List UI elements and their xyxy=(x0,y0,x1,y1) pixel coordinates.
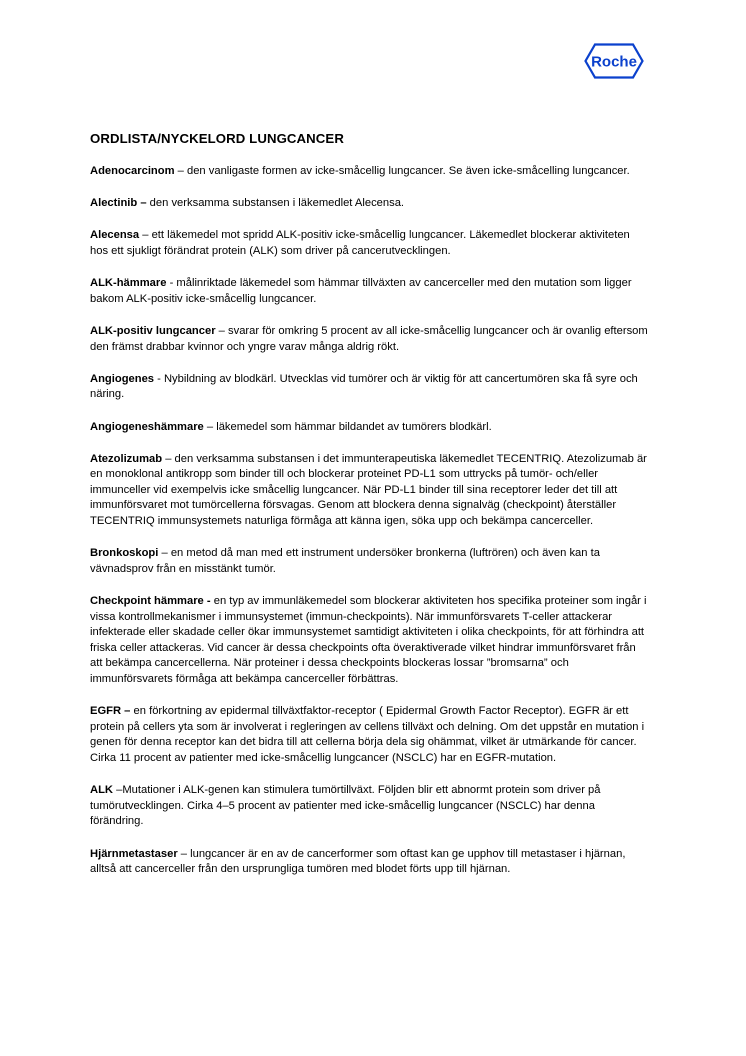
glossary-entry xyxy=(90,324,650,355)
glossary-definition: en typ av immunläkemedel som blockerar aktiviteten hos specifika proteiner som ingår i vissa kontrollmekanismer i immunsystemet (immun-checkpoints). När immunförsvarets T-celler attackerar infekterade eller skadade celler ökar immunsystemet samtidigt aktiviteten i olika checkpoints, för att förhindra att friska celler attackeras. Vid cancer är dessa checkpoints ofta överaktiverade vilket hindrar immunförsvaret från att bekämpa cancercellerna. När proteiner i dessa checkpoints blockeras lossar ”bromsarna” och immunförsvarets förmåga att bekämpa cancerceller förbättras. xyxy=(90,595,647,685)
glossary-definition: – den verksamma substansen i det immunterapeutiska läkemedlet TECENTRIQ. Atezolizumab är en monoklonal antikropp som binder till och blockerar proteinet PD-L1 som uttrycks på tumör- och/eller immunceller vid exempelvis icke småcellig lungcancer. När PD-L1 binder till sina receptorer leder det till att immunförsvaret mot tumörcellerna försvagas. Genom att blockera denna signalväg (checkpoint) återställer TECENTRIQ immunsystemets naturliga förmåga att känna igen, söka upp och bekämpa cancerceller. xyxy=(90,452,647,528)
glossary-term: Atezolizumab xyxy=(90,452,163,465)
glossary-entry xyxy=(90,420,650,436)
glossary-definition: –Mutationer i ALK-genen kan stimulera tumörtillväxt. Följden blir ett abnormt protein som driver på tumörutvecklingen. Cirka 4–5 procent av patienter med icke-småcellig lungcancer (NSCLC) har denna förändring. xyxy=(90,784,601,828)
glossary-definition: – den vanligaste formen av icke-småcellig lungcancer. Se även icke-småcelling lungcancer. xyxy=(174,165,630,177)
glossary-definition: - Nybildning av blodkärl. Utvecklas vid tumörer och är viktig för att cancertumören ska få syre och näring. xyxy=(90,372,638,401)
glossary-entry xyxy=(90,164,650,180)
glossary-entry xyxy=(90,372,650,403)
glossary-entry xyxy=(90,546,650,577)
glossary-term: Adenocarcinom xyxy=(90,165,175,177)
glossary-entry xyxy=(90,783,650,830)
glossary-term: EGFR – xyxy=(90,705,131,718)
glossary-entry xyxy=(90,704,650,766)
glossary-entry xyxy=(90,594,650,688)
glossary-list xyxy=(90,164,650,878)
glossary-entry xyxy=(90,196,650,212)
roche-logo-hexagon xyxy=(584,43,644,79)
roche-logo-text: Roche xyxy=(591,53,637,71)
glossary-term: Angiogenes xyxy=(90,372,155,385)
glossary-term: ALK xyxy=(90,784,113,797)
glossary-term: Angiogeneshämmare xyxy=(90,420,204,433)
glossary xyxy=(90,131,650,894)
glossary-definition: – läkemedel som hämmar bildandet av tumörers blodkärl. xyxy=(203,420,492,433)
glossary-definition: - målinriktade läkemedel som hämmar tillväxten av cancerceller med den mutation som ligger bakom ALK-positiv icke-småcellig lungcancer. xyxy=(90,277,632,305)
glossary-term: Alecensa xyxy=(90,229,140,242)
glossary-definition: – ett läkemedel mot spridd ALK-positiv icke-småcellig lungcancer. Läkemedlet blockerar aktiviteten hos ett sjukligt förändrat protein (ALK) som driver på cancerutvecklingen. xyxy=(90,229,630,257)
glossary-term: Checkpoint hämmare - xyxy=(90,595,211,608)
glossary-definition: – svarar för omkring 5 procent av all icke-småcellig lungcancer och är ovanlig eftersom den främst drabbar kvinnor och yngre varav många aldrig rökt. xyxy=(90,324,648,353)
glossary-entry xyxy=(90,847,650,878)
glossary-term: Alectinib – xyxy=(90,197,147,210)
glossary-term: ALK-positiv lungcancer xyxy=(90,324,216,337)
page-title: ORDLISTA/NYCKELORD LUNGCANCER xyxy=(90,131,344,146)
glossary-term: Hjärnmetastaser xyxy=(90,847,178,860)
glossary-entry xyxy=(90,228,650,259)
glossary-definition: – lungcancer är en av de cancerformer som oftast kan ge upphov till metastaser i hjärnan, alltså att cancerceller från den ursprungliga tumören med blodet förts upp till hjärnan. xyxy=(90,847,626,876)
roche-logo xyxy=(584,43,644,79)
glossary-definition: – en metod då man med ett instrument undersöker bronkerna (luftrören) och även kan ta vävnadsprov från en misstänkt tumör. xyxy=(90,547,600,575)
glossary-term: Bronkoskopi xyxy=(90,547,159,560)
glossary-definition: en förkortning av epidermal tillväxtfaktor-receptor ( Epidermal Growth Factor Receptor). EGFR är ett protein på cellers yta som är involverat i regleringen av cellens tillväxt och delning. Om det uppstår en mutation i genen för denna receptor kan det bidra till att cellerna börja dela sig ohämmat, vilket är utmärkande för cancer. Cirka 11 procent av patienter med icke-småcellig lungcancer (NSCLC) har en EGFR-mutation. xyxy=(90,705,645,764)
glossary-definition: den verksamma substansen i läkemedlet Alecensa. xyxy=(146,197,405,210)
glossary-entry xyxy=(90,452,650,530)
glossary-entry xyxy=(90,276,650,307)
glossary-term: ALK-hämmare xyxy=(90,277,167,290)
